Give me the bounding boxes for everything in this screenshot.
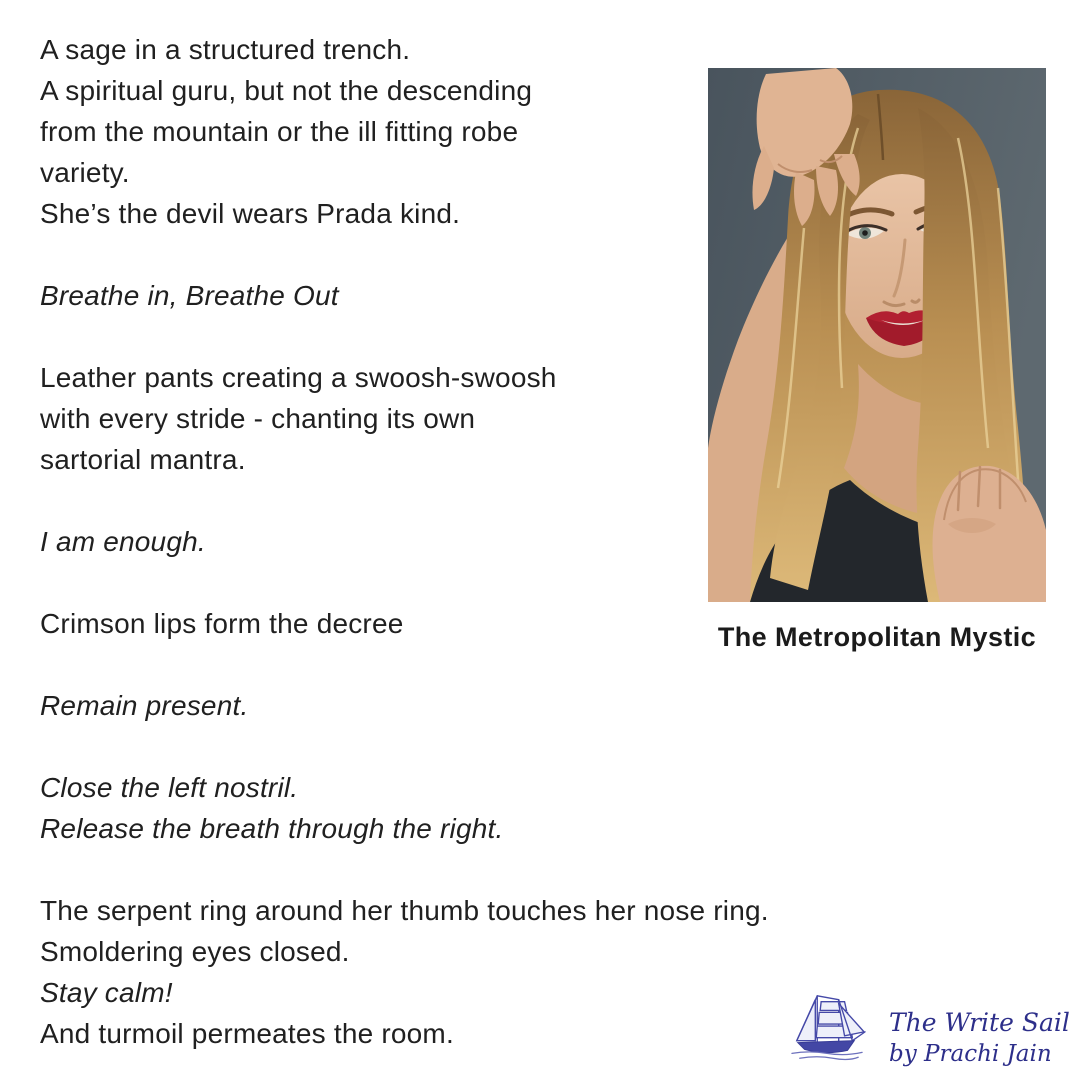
poem-line: Breathe in, Breathe Out: [40, 280, 339, 311]
sailing-ship-illustration: [788, 991, 866, 1063]
poem-line: She’s the devil wears Prada kind.: [40, 198, 461, 229]
poem-stanza: [40, 767, 1040, 849]
ship-hull: [798, 1041, 855, 1053]
poem-line: Crimson lips form the decree: [40, 608, 404, 639]
poem-stanza: [40, 685, 1040, 726]
poem-line: Release the breath through the right.: [40, 813, 504, 844]
photo-caption: The Metropolitan Mystic: [717, 622, 1037, 652]
poem-line: sartorial mantra.: [40, 444, 246, 475]
brand-text: [889, 1006, 1079, 1070]
poem-line: Close the left nostril.: [40, 772, 299, 803]
poem-line: Smoldering eyes closed.: [40, 936, 350, 967]
poem-line: And turmoil permeates the room.: [40, 1018, 454, 1049]
brand-author: by Prachi Jain: [889, 1041, 1052, 1067]
poem-line: Remain present.: [40, 690, 249, 721]
ship-logo-icon: [788, 991, 866, 1063]
poem-line: A sage in a structured trench.: [40, 34, 411, 65]
poem-line: I am enough.: [40, 526, 206, 557]
portrait-illustration: [708, 68, 1046, 602]
poem-line: A spiritual guru, but not the descending: [40, 75, 533, 106]
poem-line: from the mountain or the ill fitting robe: [40, 116, 519, 147]
portrait-photo: [708, 68, 1046, 602]
left-pupil: [862, 230, 868, 236]
poem-line: The serpent ring around her thumb touches her nose ring.: [40, 895, 769, 926]
brand-name: The Write Sail: [889, 1008, 1070, 1037]
poem-line: Stay calm!: [40, 977, 173, 1008]
poem-line: with every stride - chanting its own: [40, 403, 476, 434]
poem-line: variety.: [40, 157, 130, 188]
poem-line: Leather pants creating a swoosh-swoosh: [40, 362, 557, 393]
